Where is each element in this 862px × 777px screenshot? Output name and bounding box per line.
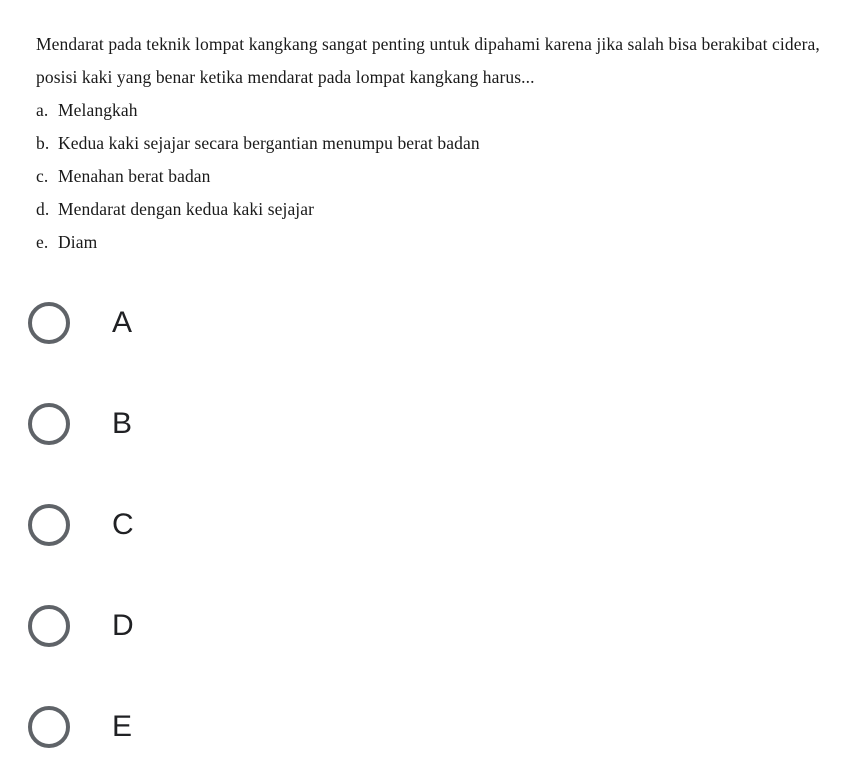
radio-button-icon[interactable]: [28, 504, 70, 546]
question-stem: Mendarat pada teknik lompat kangkang sangat penting untuk dipahami karena jika salah bisa berakibat cidera, posisi kaki yang benar ketika mendarat pada lompat kangkang harus...: [36, 34, 820, 87]
option-item: [36, 127, 846, 160]
radio-button-icon[interactable]: [28, 706, 70, 748]
option-letter: d.: [36, 199, 50, 219]
option-text: Menahan berat badan: [58, 166, 211, 186]
option-item: [36, 94, 846, 127]
answer-label: E: [112, 710, 133, 743]
answer-option-e[interactable]: [28, 701, 328, 753]
option-letter: e.: [36, 232, 49, 252]
option-letter: c.: [36, 166, 49, 186]
option-item: [36, 226, 846, 259]
answer-label: C: [112, 508, 134, 541]
answer-option-c[interactable]: [28, 499, 328, 551]
answer-option-d[interactable]: [28, 600, 328, 652]
option-text: Diam: [58, 232, 98, 252]
option-item: [36, 160, 846, 193]
option-text: Mendarat dengan kedua kaki sejajar: [58, 199, 315, 219]
radio-button-icon[interactable]: [28, 605, 70, 647]
option-text: Kedua kaki sejajar secara bergantian menumpu berat badan: [58, 133, 480, 153]
radio-button-icon[interactable]: [28, 403, 70, 445]
question-block: [36, 28, 846, 259]
answer-option-a[interactable]: [28, 297, 328, 349]
answer-option-b[interactable]: [28, 398, 328, 450]
option-text: Melangkah: [58, 100, 138, 120]
option-list: [36, 94, 846, 259]
radio-button-icon[interactable]: [28, 302, 70, 344]
answer-label: A: [112, 306, 133, 339]
option-item: [36, 193, 846, 226]
option-letter: a.: [36, 100, 49, 120]
answer-label: B: [112, 407, 133, 440]
answer-label: D: [112, 609, 134, 642]
option-letter: b.: [36, 133, 50, 153]
